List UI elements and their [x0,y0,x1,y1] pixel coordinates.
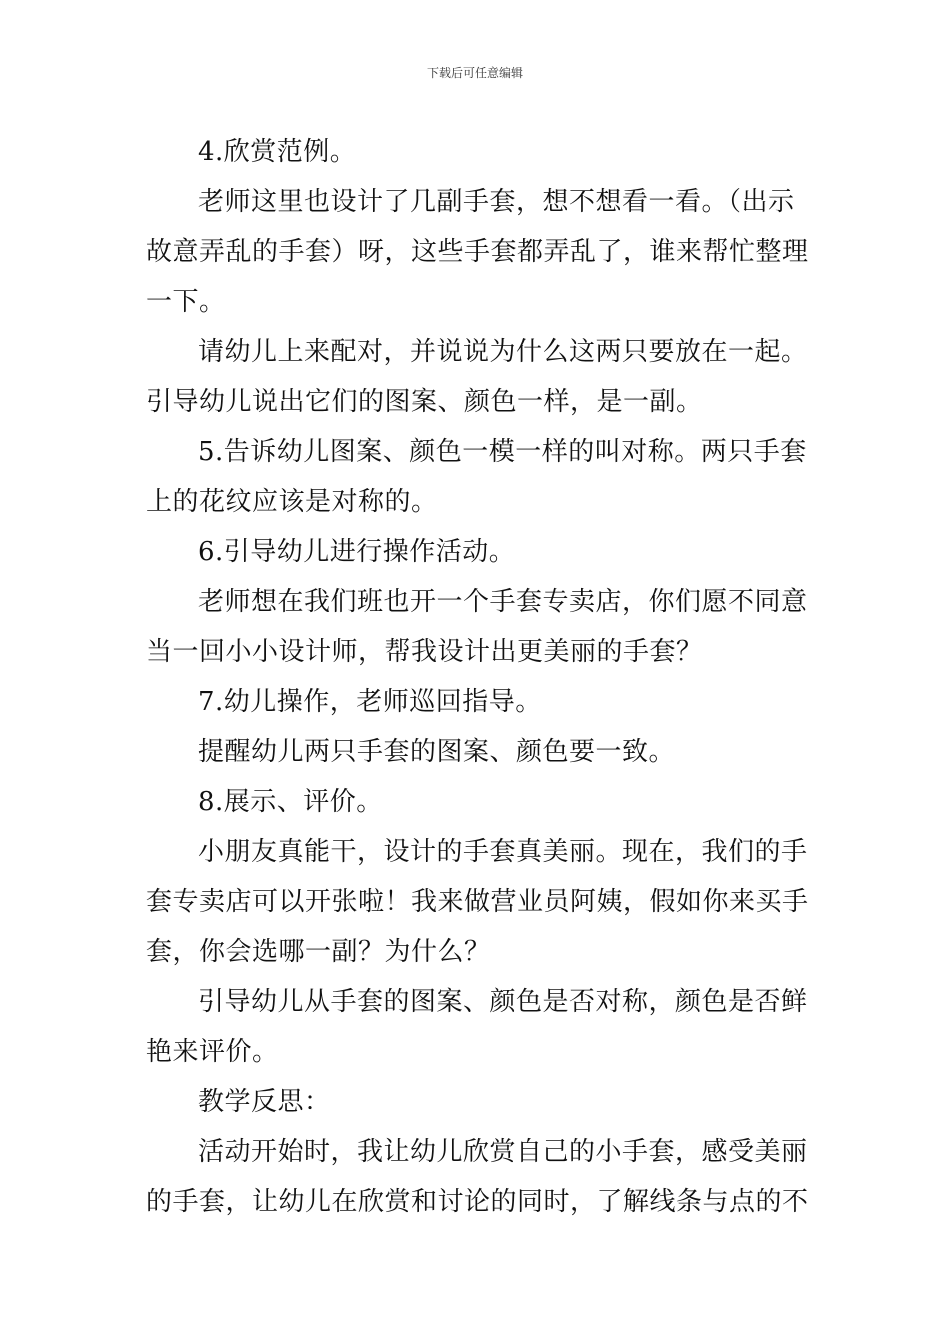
document-body [146,127,810,1227]
paragraph-matching: 请幼儿上来配对，并说说为什么这两只要放在一起。引导幼儿说出它们的图案、颜色一样，是一副。 [146,337,808,417]
paragraph-step-5: 5.告诉幼儿图案、颜色一模一样的叫对称。两只手套上的花纹应该是对称的。 [146,437,807,517]
paragraph-reflection-heading: 教学反思： [198,1087,331,1117]
paragraph-glove-shop: 老师想在我们班也开一个手套专卖店，你们愿不同意当一回小小设计师，帮我设计出更美丽的手套？ [146,587,808,667]
paragraph-praise: 小朋友真能干，设计的手套真美丽。现在，我们的手套专卖店可以开张啦！我来做营业员阿姨，假如你来买手套，你会选哪一副？为什么？ [146,837,809,967]
paragraph-reminder: 提醒幼儿两只手套的图案、颜色要一致。 [198,737,676,767]
paragraph-teacher-gloves: 老师这里也设计了几副手套，想不想看一看。（出示故意弄乱的手套）呀，这些手套都弄乱了，谁来帮忙整理一下。 [146,187,809,317]
paragraph-evaluation: 引导幼儿从手套的图案、颜色是否对称，颜色是否鲜艳来评价。 [146,987,808,1067]
paragraph-step-7: 7.幼儿操作，老师巡回指导。 [198,687,542,717]
paragraph-step-6: 6.引导幼儿进行操作活动。 [198,537,516,567]
paragraph-reflection: 活动开始时，我让幼儿欣赏自己的小手套，感受美丽的手套，让幼儿在欣赏和讨论的同时，了解线条与点的不 [146,1137,809,1217]
paragraph-step-4: 4.欣赏范例。 [198,137,357,167]
page-header: 下载后可任意编辑 [426,66,523,80]
paragraph-step-8: 8.展示、评价。 [198,787,383,817]
